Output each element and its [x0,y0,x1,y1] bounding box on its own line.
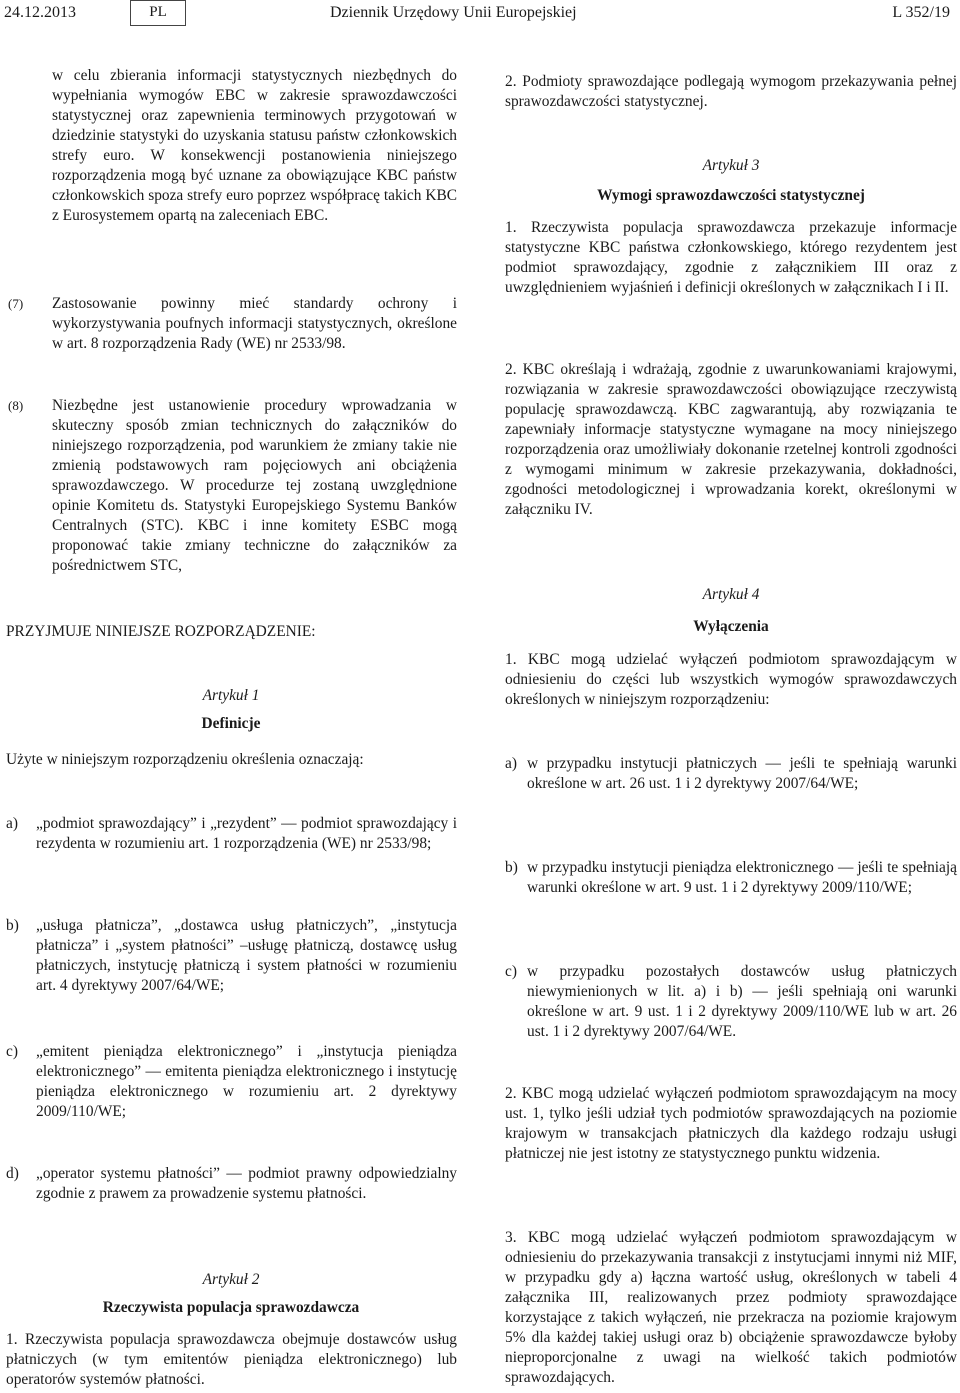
article-4-paragraph-2: 2. KBC mogą udzielać wyłączeń podmiotom sprawozdającym na mocy ust. 1, tylko jeśli udział tych podmiotów sprawozdających na poziomie krajowym w transakcjach płatniczych dla każdego rodzaju usługi płatniczej nie jest istotny ze statystycznego punktu widzenia. [505,1085,957,1162]
exemption-c-label: c) [505,963,517,980]
language-badge: PL [130,0,186,26]
recital-8: Niezbędne jest ustanowienie procedury wprowadzania w skuteczny sposób zmian technicznych do załączników do niniejszego rozporządzenia, pod warunkiem że zmiany takie nie zmienią podstawowych ram pojęciowych ani obciążenia sprawozdawczego. W procedurze tej zostaną uwzględnione opinie Komitetu ds. Statystyki Europejskiego Systemu Banków Centralnych (STC). KBC i inne komitety ESBC mogą proponować takie zmiany techniczne do załączników za pośrednictwem STC, [52,397,457,574]
article-2-title: Rzeczywista populacja sprawozdawcza [102,1299,360,1316]
definition-b-label: b) [6,917,19,934]
page-number: L 352/19 [892,4,950,21]
definition-d: „operator systemu płatności” — podmiot prawny odpowiedzialny zgodnie z prawem za prowadzenie systemu płatności. [36,1165,457,1202]
article-1-label: Artykuł 1 [202,687,260,704]
article-2-label: Artykuł 2 [202,1271,260,1288]
definition-c-label: c) [6,1043,18,1060]
definition-d-label: d) [6,1165,19,1182]
article-2-paragraph-1: 1. Rzeczywista populacja sprawozdawcza obejmuje dostawców usług płatniczych (w tym emitentów pieniądza elektronicznego) lub operatorów systemów płatności. [6,1331,457,1388]
article-3-label: Artykuł 3 [702,157,760,174]
article-4-paragraph-3: 3. KBC mogą udzielać wyłączeń podmiotom sprawozdającym w odniesieniu do przekazywania transakcji z instytucjami innymi niż MIF, w przypadku gdy a) łączna wartość usług, określonych w tabeli 4 załącznika III, realizowanych przez podmioty sprawozdające korzystające z takich wyłączeń, nie przekracza na poziomie krajowym 5% dla każdej takiej usługi oraz b) obciążenie sprawozdawcze byłoby nieproporcjonalne z uwagi na wielkość takich podmiotów sprawozdających. [505,1229,957,1386]
recital-8-number: (8) [8,398,24,413]
definition-b: „usługa płatnicza”, „dostawca usług płatniczych”, „instytucja płatnicza” i „system płatności” –usługę płatniczą, dostawcę usług płatniczych, instytucję płatniczą i system płatności w rozumieniu art. 4 dyrektywy 2007/64/WE; [36,917,457,994]
article-1-title: Definicje [201,715,261,732]
definition-c: „emitent pieniądza elektronicznego” i „instytucja pieniądza elektronicznego” — emitenta pieniądza elektronicznego i instytucję pieniądza elektronicznego w rozumieniu art. 2 dyrektywy 2009/110/WE; [36,1043,457,1120]
exemption-c: w przypadku pozostałych dostawców usług płatniczych niewymienionych w lit. a) i b) — jeśli spełniają oni warunki określone w art. 9 ust. 1 i 2 dyrektywy 2009/110/WE lub w art. 26 ust. 1 i 2 dyrektywy 2007/64/WE. [527,963,957,1040]
article-4-paragraph-1: 1. KBC mogą udzielać wyłączeń podmiotom sprawozdającym w odniesieniu do części lub wszystkich wymogów sprawozdawczych określonych w niniejszym rozporządzeniu: [505,651,957,708]
exemption-a: w przypadku instytucji płatniczych — jeśli te spełniają warunki określone w art. 26 ust. 1 i 2 dyrektywy 2007/64/WE; [527,755,957,792]
article-2-paragraph-2: 2. Podmioty sprawozdające podlegają wymogom przekazywania pełnej sprawozdawczości statystycznej. [505,73,957,110]
article-3-paragraph-1: 1. Rzeczywista populacja sprawozdawcza przekazuje informacje statystyczne KBC państwa członkowskiego, którego rezydentem jest podmiot sprawozdający, zgodnie z załącznikiem III oraz z uwzględnieniem wyjaśnień i definicji określonych w załącznikach I i II. [505,219,957,296]
exemption-b-label: b) [505,859,518,876]
article-1-intro: Użyte w niniejszym rozporządzeniu określenia oznaczają: [6,751,364,768]
publication-date: 24.12.2013 [4,4,76,21]
article-4-title: Wyłączenia [693,618,769,635]
recital-7-number: (7) [8,296,24,311]
journal-title: Dziennik Urzędowy Unii Europejskiej [330,4,577,21]
recital-6-continuation: w celu zbierania informacji statystycznych niezbędnych do wypełniania wymogów EBC w zakresie sprawozdawczości statystycznej oraz zapewnienia terminowych przygotowań w dziedzinie statystyki do uzyskania statusu państw członkowskich strefy euro. W konsekwencji postanowienia niniejszego rozporządzenia mogą być uznane za obowiązujące KBC państw członkowskich spoza strefy euro poprzez współpracę takich KBC z Eurosystemem opartą na zaleceniach EBC. [52,67,457,224]
article-3-paragraph-2: 2. KBC określają i wdrażają, zgodnie z uwarunkowaniami krajowymi, rozwiązania w zakresie sprawozdawczości obowiązujące rzeczywistą populację sprawozdawczą. KBC zagwarantują, aby rozwiązania te zapewniały informacje statystyczne wymagane na mocy niniejszego rozporządzenia oraz umożliwiały dokonanie rzetelnej kontroli zgodności z wymogami minimum w zakresie przekazywania, dokładności, zgodności metodologicznej i wprowadzania korekt, określonymi w załączniku IV. [505,361,957,518]
article-4-label: Artykuł 4 [702,586,760,603]
exemption-b: w przypadku instytucji pieniądza elektronicznego — jeśli te spełniają warunki określone w art. 9 ust. 1 i 2 dyrektywy 2009/110/WE; [527,859,957,896]
definition-a-label: a) [6,815,18,832]
enacting-formula: PRZYJMUJE NINIEJSZE ROZPORZĄDZENIE: [6,623,316,640]
recital-7: Zastosowanie powinny mieć standardy ochrony i wykorzystywania poufnych informacji statystycznych, określone w art. 8 rozporządzenia Rady (WE) nr 2533/98. [52,295,457,352]
definition-a: „podmiot sprawozdający” i „rezydent” — podmiot sprawozdający i rezydenta w rozumieniu art. 1 rozporządzenia (WE) nr 2533/98; [36,815,457,852]
article-3-title: Wymogi sprawozdawczości statystycznej [597,187,865,204]
page-header [0,0,960,32]
exemption-a-label: a) [505,755,517,772]
